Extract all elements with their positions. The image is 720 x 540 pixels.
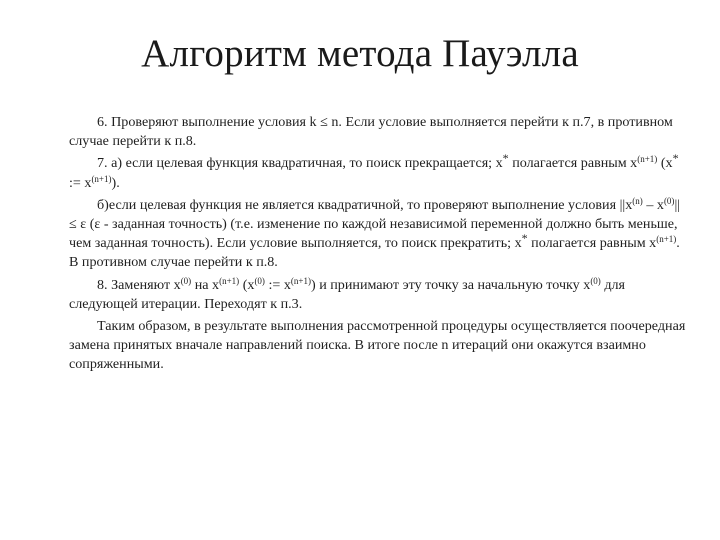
- optimum-star: *: [502, 151, 509, 166]
- step-7a-text-4: := x: [69, 174, 92, 191]
- superscript: (n): [632, 195, 643, 206]
- slide-title: Алгоритм метода Пауэлла: [141, 32, 579, 75]
- step-7a-text-1: 7. а) если целевая функция квадратичная, то поиск прекращается; x: [97, 155, 503, 172]
- step-8-text-1: 8. Заменяют x: [97, 276, 181, 293]
- paragraph-step-7b: [69, 196, 689, 273]
- step-7a-text-5: ).: [111, 174, 120, 191]
- step-8-text-3: (x: [239, 276, 255, 293]
- superscript: (0): [254, 275, 265, 286]
- step-8-text-2: на x: [191, 276, 220, 293]
- step-7b-text-4: полагается равным x: [527, 235, 657, 252]
- paragraph-conclusion: [69, 317, 689, 375]
- step-8-text-5: ) и принимают эту точку за начальную точку x: [310, 276, 591, 293]
- step-8-text-4: := x: [264, 276, 291, 293]
- superscript: (n+1): [637, 154, 658, 165]
- conclusion-text: Таким образом, в результате выполнения рассмотренной процедуры осуществляется поочередная замена принятых вначале направлений поиска. В итоге после n итераций они окажутся взаимно сопряженными.: [69, 318, 686, 373]
- step-7b-text-1: б)если целевая функция не является квадратичной, то проверяют выполнение условия ||x: [97, 196, 633, 213]
- slide-content: [69, 113, 689, 375]
- step-7a-text-3: (x: [657, 155, 673, 172]
- paragraph-step-7a: [69, 151, 689, 192]
- superscript: (n+1): [290, 275, 311, 286]
- superscript: (0): [663, 195, 675, 206]
- superscript: (n+1): [219, 275, 240, 286]
- step-7b-text-3: || ≤ ε (ε - заданная точность) (т.е. изменение по каждой независимой переменной должно быть меньше, чем заданная точность). Если условие выполняется, то поиск прекратить; x: [69, 196, 681, 252]
- paragraph-step-8: [69, 276, 689, 314]
- step-7b-text-5: . В противном случае перейти к п.8.: [69, 235, 680, 271]
- optimum-star: *: [521, 231, 528, 246]
- step-6-text: 6. Проверяют выполнение условия k ≤ n. Если условие выполняется перейти к п.7, в противном случае перейти к п.8.: [69, 114, 673, 150]
- step-7a-text-2: полагается равным x: [508, 155, 638, 172]
- paragraph-step-6: [69, 113, 689, 151]
- superscript: (0): [180, 275, 192, 286]
- superscript: (0): [590, 275, 601, 286]
- superscript: (n+1): [656, 234, 677, 245]
- superscript: (n+1): [91, 173, 112, 184]
- optimum-star: *: [672, 151, 679, 166]
- step-7b-text-2: – x: [642, 196, 664, 213]
- step-8-text-6: для следующей итерации. Переходят к п.3.: [69, 276, 626, 312]
